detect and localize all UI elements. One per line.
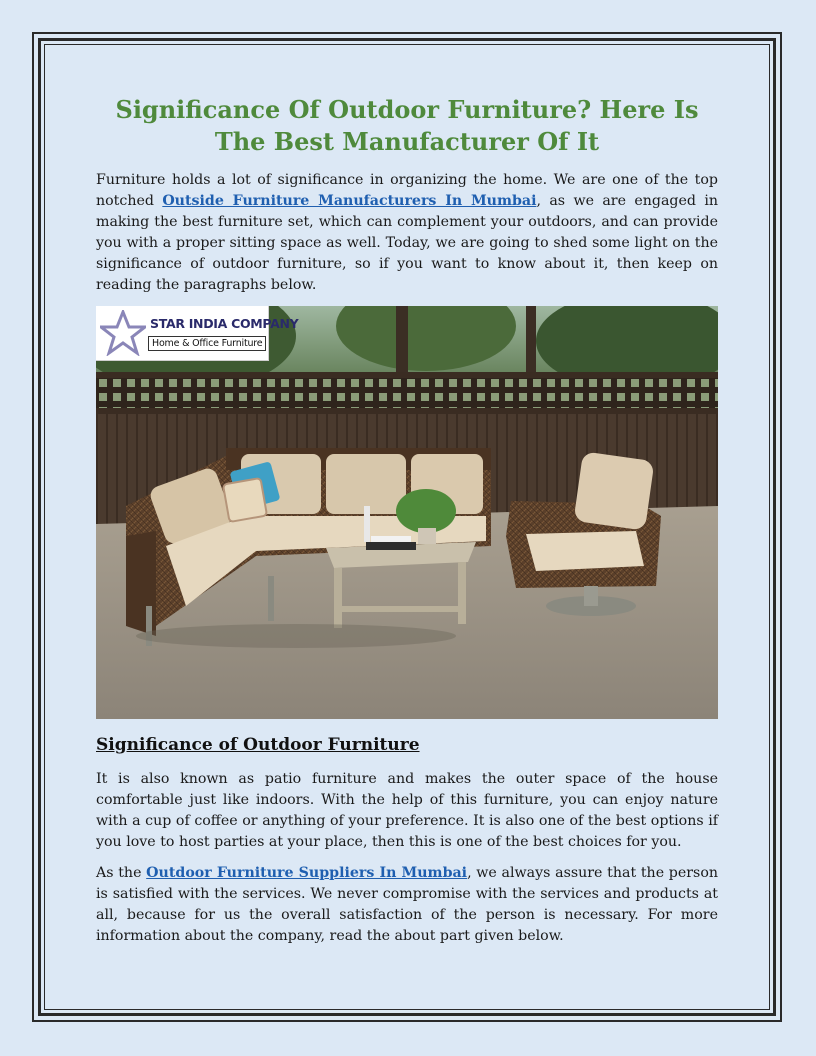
star-icon	[100, 310, 146, 356]
intro-paragraph	[96, 170, 718, 296]
patio-scene-illustration	[96, 306, 718, 719]
intro-text-after: , as we are engaged in making the best furniture set, which can complement your outdoors, and can provide you with a proper sitting space as well. Today, we are going to shed some light on the significance of outdoor furniture, so if you want to know about it, then keep on reading the paragraphs below.	[96, 193, 719, 293]
logo-tagline: Home & Office Furniture	[148, 336, 266, 351]
significance-paragraph: It is also known as patio furniture and makes the outer space of the house comfortable just like indoors. With the help of this furniture, you can enjoy nature with a cup of coffee or anything of your preference. It is also one of the best options if you love to host parties at your place, then this is one of the best choices for you.	[96, 771, 718, 850]
document-content	[96, 94, 718, 947]
suppliers-text-before: As the	[96, 865, 147, 881]
company-logo	[96, 306, 299, 360]
section-heading: Significance of Outdoor Furniture	[96, 735, 420, 755]
suppliers-paragraph	[96, 863, 718, 947]
intro-text-before: Furniture holds a lot of significance in organizing the home. We are one of the top notched	[96, 172, 718, 209]
suppliers-text-after: , we always assure that the person is satisfied with the services. We never compromise with the services and products at all, because for us the overall satisfaction of the person is necessary. For more information about the company, read the about part given below.	[96, 865, 719, 944]
logo-company-name: STAR INDIA COMPANY	[150, 316, 299, 331]
outdoor-furniture-photo	[96, 306, 718, 719]
outdoor-furniture-suppliers-link[interactable]: Outdoor Furniture Suppliers In Mumbai	[146, 865, 468, 881]
page-title: Significance Of Outdoor Furniture? Here Is The Best Manufacturer Of It	[115, 95, 699, 156]
outside-furniture-manufacturers-link[interactable]: Outside Furniture Manufacturers In Mumbai	[162, 193, 537, 209]
